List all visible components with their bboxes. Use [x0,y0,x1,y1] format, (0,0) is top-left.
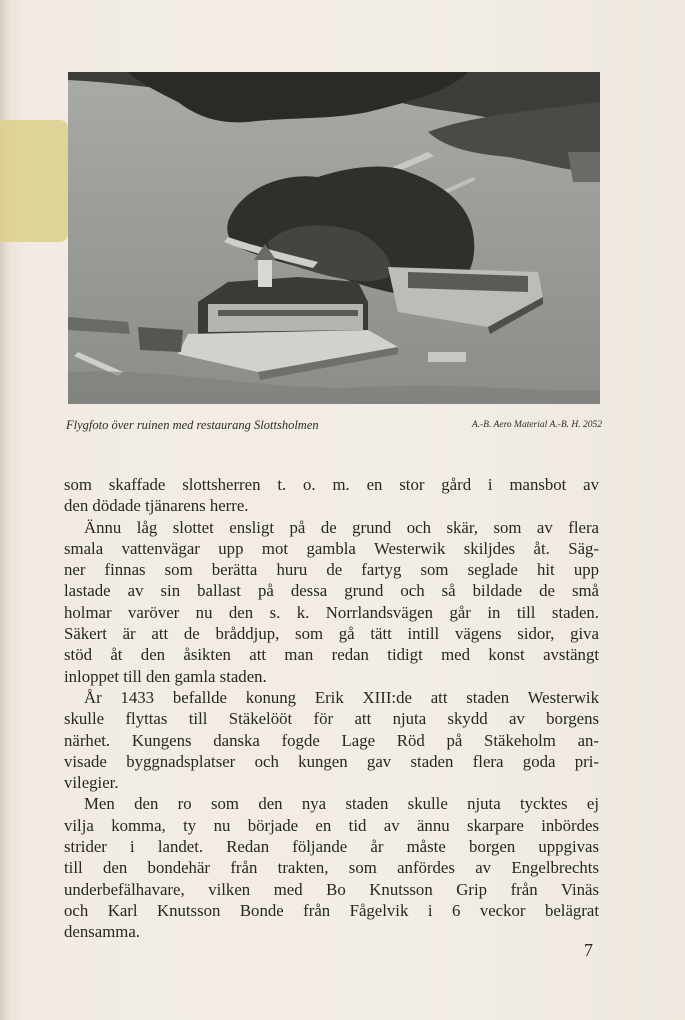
text-line: närhet. Kungens danska fogde Lage Röd på Stäkeholm an- [64,730,599,750]
text-line: skulle flyttas till Stäkelööt för att njuta skydd av borgens [64,709,599,729]
text-line: vilja komma, ty nu började en tid av ännu skarpare inbördes [64,815,599,835]
body-text [64,474,599,943]
text-line: vilegier. [64,773,119,793]
text-line: visade byggnadsplatser och kungen gav staden flera goda pri- [64,751,599,771]
text-line: År 1433 befallde konung Erik XIII:de att staden Westerwik [84,687,599,707]
text-line: som skaffade slottsherren t. o. m. en stor gård i mansbot av [64,475,599,494]
text-line: till den bondehär från trakten, som anfördes av Engelbrechts [64,858,599,878]
text-line: Ännu låg slottet ensligt på de grund och skär, som av flera [84,517,599,537]
text-line: stöd åt den åsikten att man redan tidigt med konst avstängt [64,645,599,665]
text-line: densamma. [64,922,140,942]
text-line: underbefälhavare, vilken med Bo Knutsson Grip från Vinäs [64,879,599,899]
page-number: 7 [584,940,593,960]
text-line: den dödade tjänarens herre. [64,496,249,516]
text-line: och Karl Knutsson Bonde från Fågelvik i 6 veckor belägrat [64,900,599,920]
caption-title: Flygfoto över ruinen med restaurang Slottsholmen [66,418,319,432]
text-line: lastade av sin ballast på dessa grund och så bildade de små [64,581,599,601]
text-line: Men den ro som den nya staden skulle njuta tycktes ej [84,794,599,814]
text-line: Säkert är att de bråddjup, som gå tätt intill vägens sidor, giva [64,624,599,644]
text-line: inloppet till den gamla staden. [64,666,267,686]
text-line: ner finnas som berätta huru de fartyg som seglade hit upp [64,560,599,580]
text-line: smala vattenvägar upp mot gambla Westerwik skiljdes åt. Säg- [64,538,599,558]
aerial-photo [68,72,600,404]
photo-caption [66,418,602,436]
caption-credit: A.-B. Aero Material A.-B. H. 2052 [471,420,602,430]
tape-stain [0,120,68,242]
text-line: strider i landet. Redan följande år måste borgen uppgivas [64,837,599,857]
text-line: holmar varöver nu den s. k. Norrlandsvägen går in till staden. [64,602,599,622]
aerial-photo-drawing [68,72,600,404]
